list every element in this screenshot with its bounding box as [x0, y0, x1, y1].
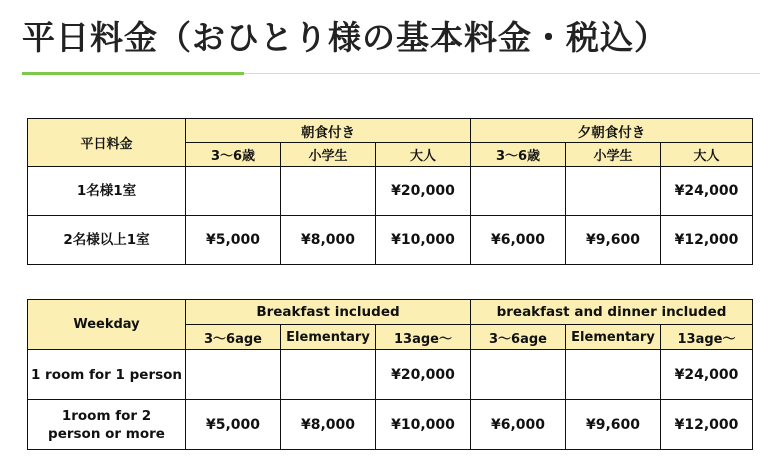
row-label: 2名様以上1室 [28, 216, 186, 265]
row-label: 1 room for 1 person [28, 350, 186, 400]
weekday-price-table-jp [27, 118, 753, 265]
table-row [28, 167, 753, 216]
column-header: 13age～ [376, 325, 471, 350]
group-header-breakfast: 朝食付き [186, 119, 471, 143]
price-cell: ¥8,000 [281, 216, 376, 265]
price-cell [186, 167, 281, 216]
page-title: 平日料金（おひとり様の基本料金・税込） [22, 18, 668, 57]
row-label [28, 400, 186, 450]
group-header-dinner-breakfast: 夕朝食付き [471, 119, 753, 143]
price-cell: ¥6,000 [471, 216, 566, 265]
table-corner-label: Weekday [28, 300, 186, 350]
column-header: 3～6age [186, 325, 281, 350]
price-cell: ¥5,000 [186, 216, 281, 265]
table-row [28, 350, 753, 400]
column-header: 小学生 [281, 143, 376, 167]
price-cell: ¥8,000 [281, 400, 376, 450]
price-cell: ¥9,600 [566, 216, 661, 265]
price-cell: ¥24,000 [661, 350, 753, 400]
price-cell [281, 350, 376, 400]
price-cell [471, 167, 566, 216]
title-accent-bar [22, 72, 244, 75]
row-label: 1名様1室 [28, 167, 186, 216]
price-cell: ¥12,000 [661, 400, 753, 450]
table-row [28, 216, 753, 265]
table-row [28, 400, 753, 450]
price-cell: ¥12,000 [661, 216, 753, 265]
weekday-price-table-en [27, 299, 753, 450]
price-cell: ¥6,000 [471, 400, 566, 450]
column-header: 小学生 [566, 143, 661, 167]
price-cell: ¥24,000 [661, 167, 753, 216]
column-header: 3～6歳 [471, 143, 566, 167]
price-cell: ¥20,000 [376, 350, 471, 400]
column-header: 13age～ [661, 325, 753, 350]
price-cell [186, 350, 281, 400]
price-cell: ¥20,000 [376, 167, 471, 216]
column-header: 大人 [376, 143, 471, 167]
price-cell [471, 350, 566, 400]
group-header-dinner-breakfast: breakfast and dinner included [471, 300, 753, 325]
row-label-line: 1room for 2 [61, 407, 152, 424]
row-label-line: person or more [48, 425, 165, 442]
column-header: Elementary [281, 325, 376, 350]
price-cell: ¥10,000 [376, 216, 471, 265]
price-cell [566, 167, 661, 216]
price-cell [566, 350, 661, 400]
column-header: 3～6歳 [186, 143, 281, 167]
table-corner-label: 平日料金 [28, 119, 186, 167]
price-cell: ¥5,000 [186, 400, 281, 450]
price-cell [281, 167, 376, 216]
column-header: 大人 [661, 143, 753, 167]
group-header-breakfast: Breakfast included [186, 300, 471, 325]
column-header: 3～6age [471, 325, 566, 350]
column-header: Elementary [566, 325, 661, 350]
price-cell: ¥10,000 [376, 400, 471, 450]
price-cell: ¥9,600 [566, 400, 661, 450]
